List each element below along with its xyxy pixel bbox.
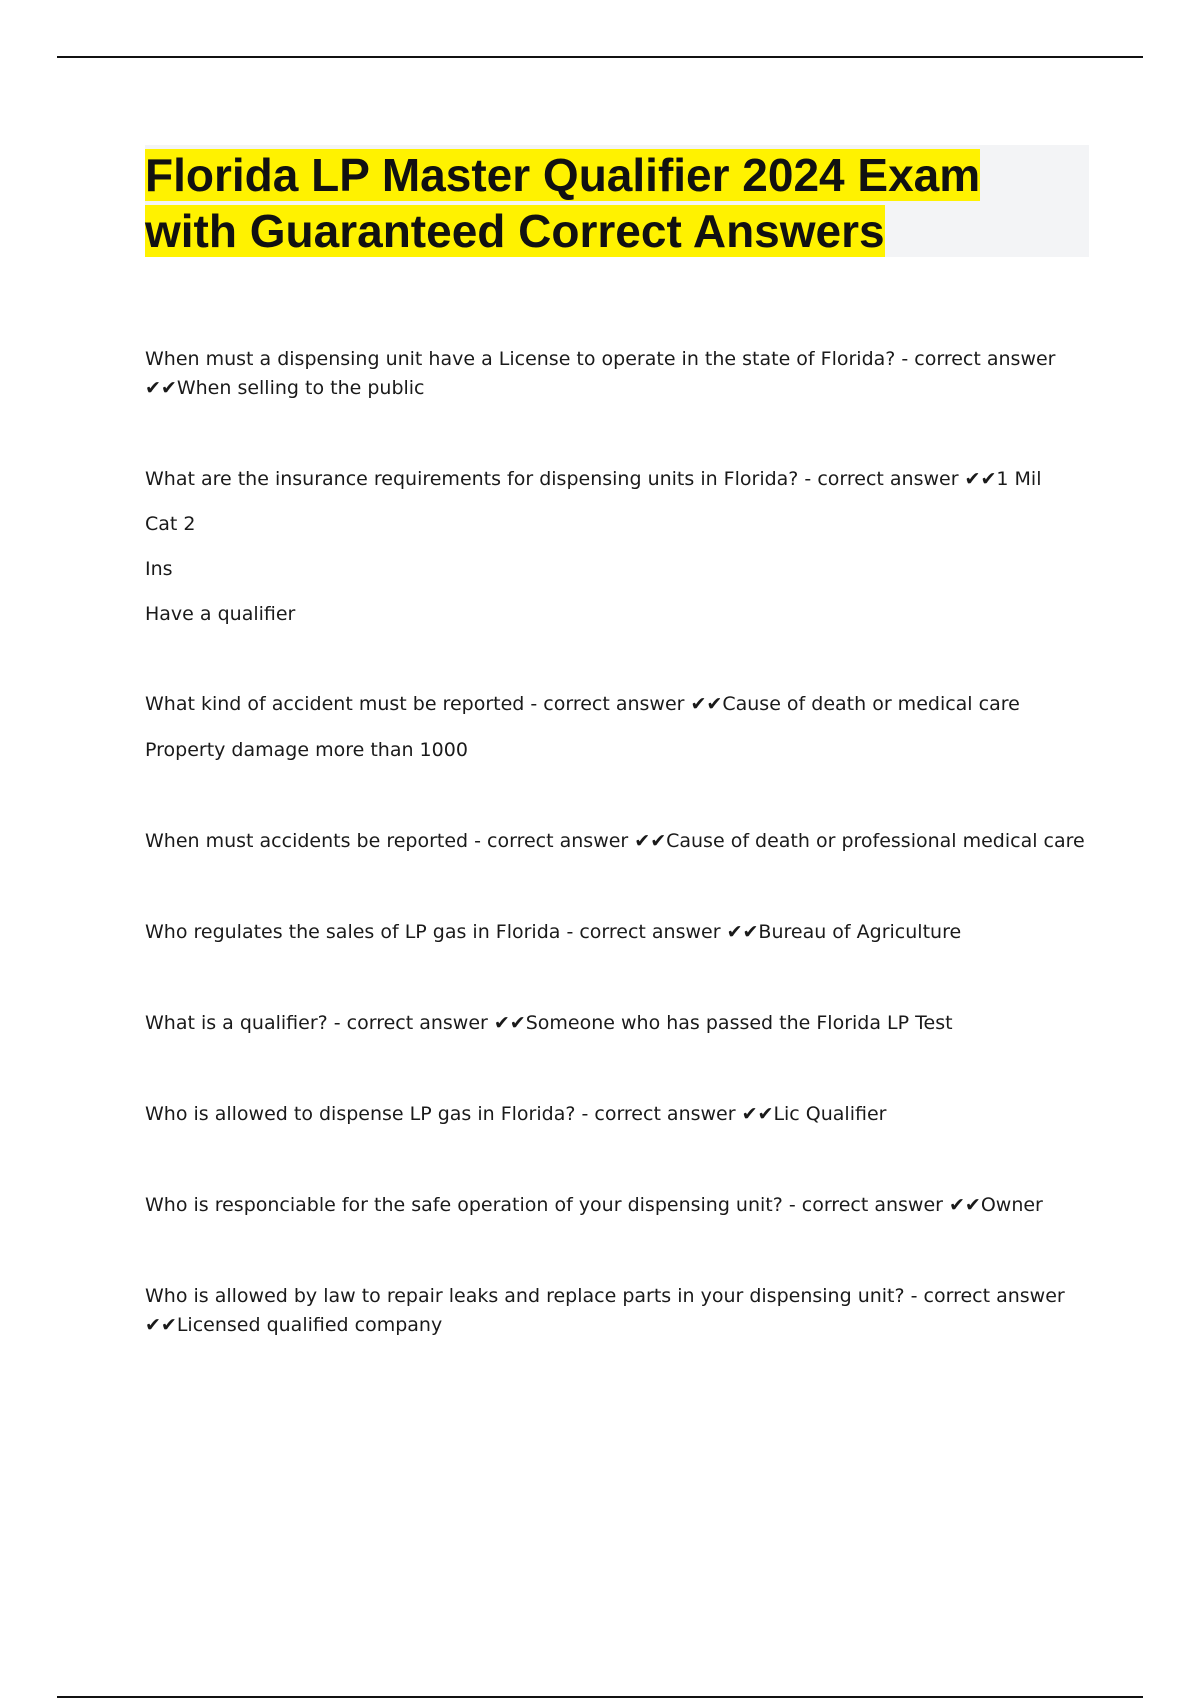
answer-extra-line: Have a qualifier — [145, 603, 296, 625]
question-text: Who is responciable for the safe operation of your dispensing unit? - correct answer ✔✔Owner — [145, 1194, 1043, 1216]
answer-text: ✔✔When selling to the public — [145, 377, 425, 399]
answer-extra-line: Property damage more than 1000 — [145, 739, 468, 761]
bottom-rule — [57, 1696, 1143, 1698]
question-text: What kind of accident must be reported - correct answer ✔✔Cause of death or medical care — [145, 693, 1020, 715]
title-line-1: Florida LP Master Qualifier 2024 Exam — [145, 149, 981, 201]
question-text: Who is allowed by law to repair leaks and replace parts in your dispensing unit? - correct answer — [145, 1285, 1065, 1307]
answer-text: ✔✔Licensed qualified company — [145, 1314, 443, 1336]
question-text: Who regulates the sales of LP gas in Florida - correct answer ✔✔Bureau of Agriculture — [145, 921, 962, 943]
question-text: When must a dispensing unit have a License to operate in the state of Florida? - correct answer — [145, 348, 1056, 370]
answer-extra-line: Ins — [145, 558, 173, 580]
answer-extra-line: Cat 2 — [145, 513, 196, 535]
top-rule — [57, 56, 1143, 58]
question-text: When must accidents be reported - correct answer ✔✔Cause of death or professional medical care — [145, 830, 1085, 852]
question-text: What are the insurance requirements for dispensing units in Florida? - correct answer ✔✔1 Mil — [145, 468, 1042, 490]
question-text: What is a qualifier? - correct answer ✔✔Someone who has passed the Florida LP Test — [145, 1012, 953, 1034]
title-line-2: with Guaranteed Correct Answers — [145, 205, 885, 257]
question-text: Who is allowed to dispense LP gas in Florida? - correct answer ✔✔Lic Qualifier — [145, 1103, 887, 1125]
document-title — [145, 147, 980, 259]
